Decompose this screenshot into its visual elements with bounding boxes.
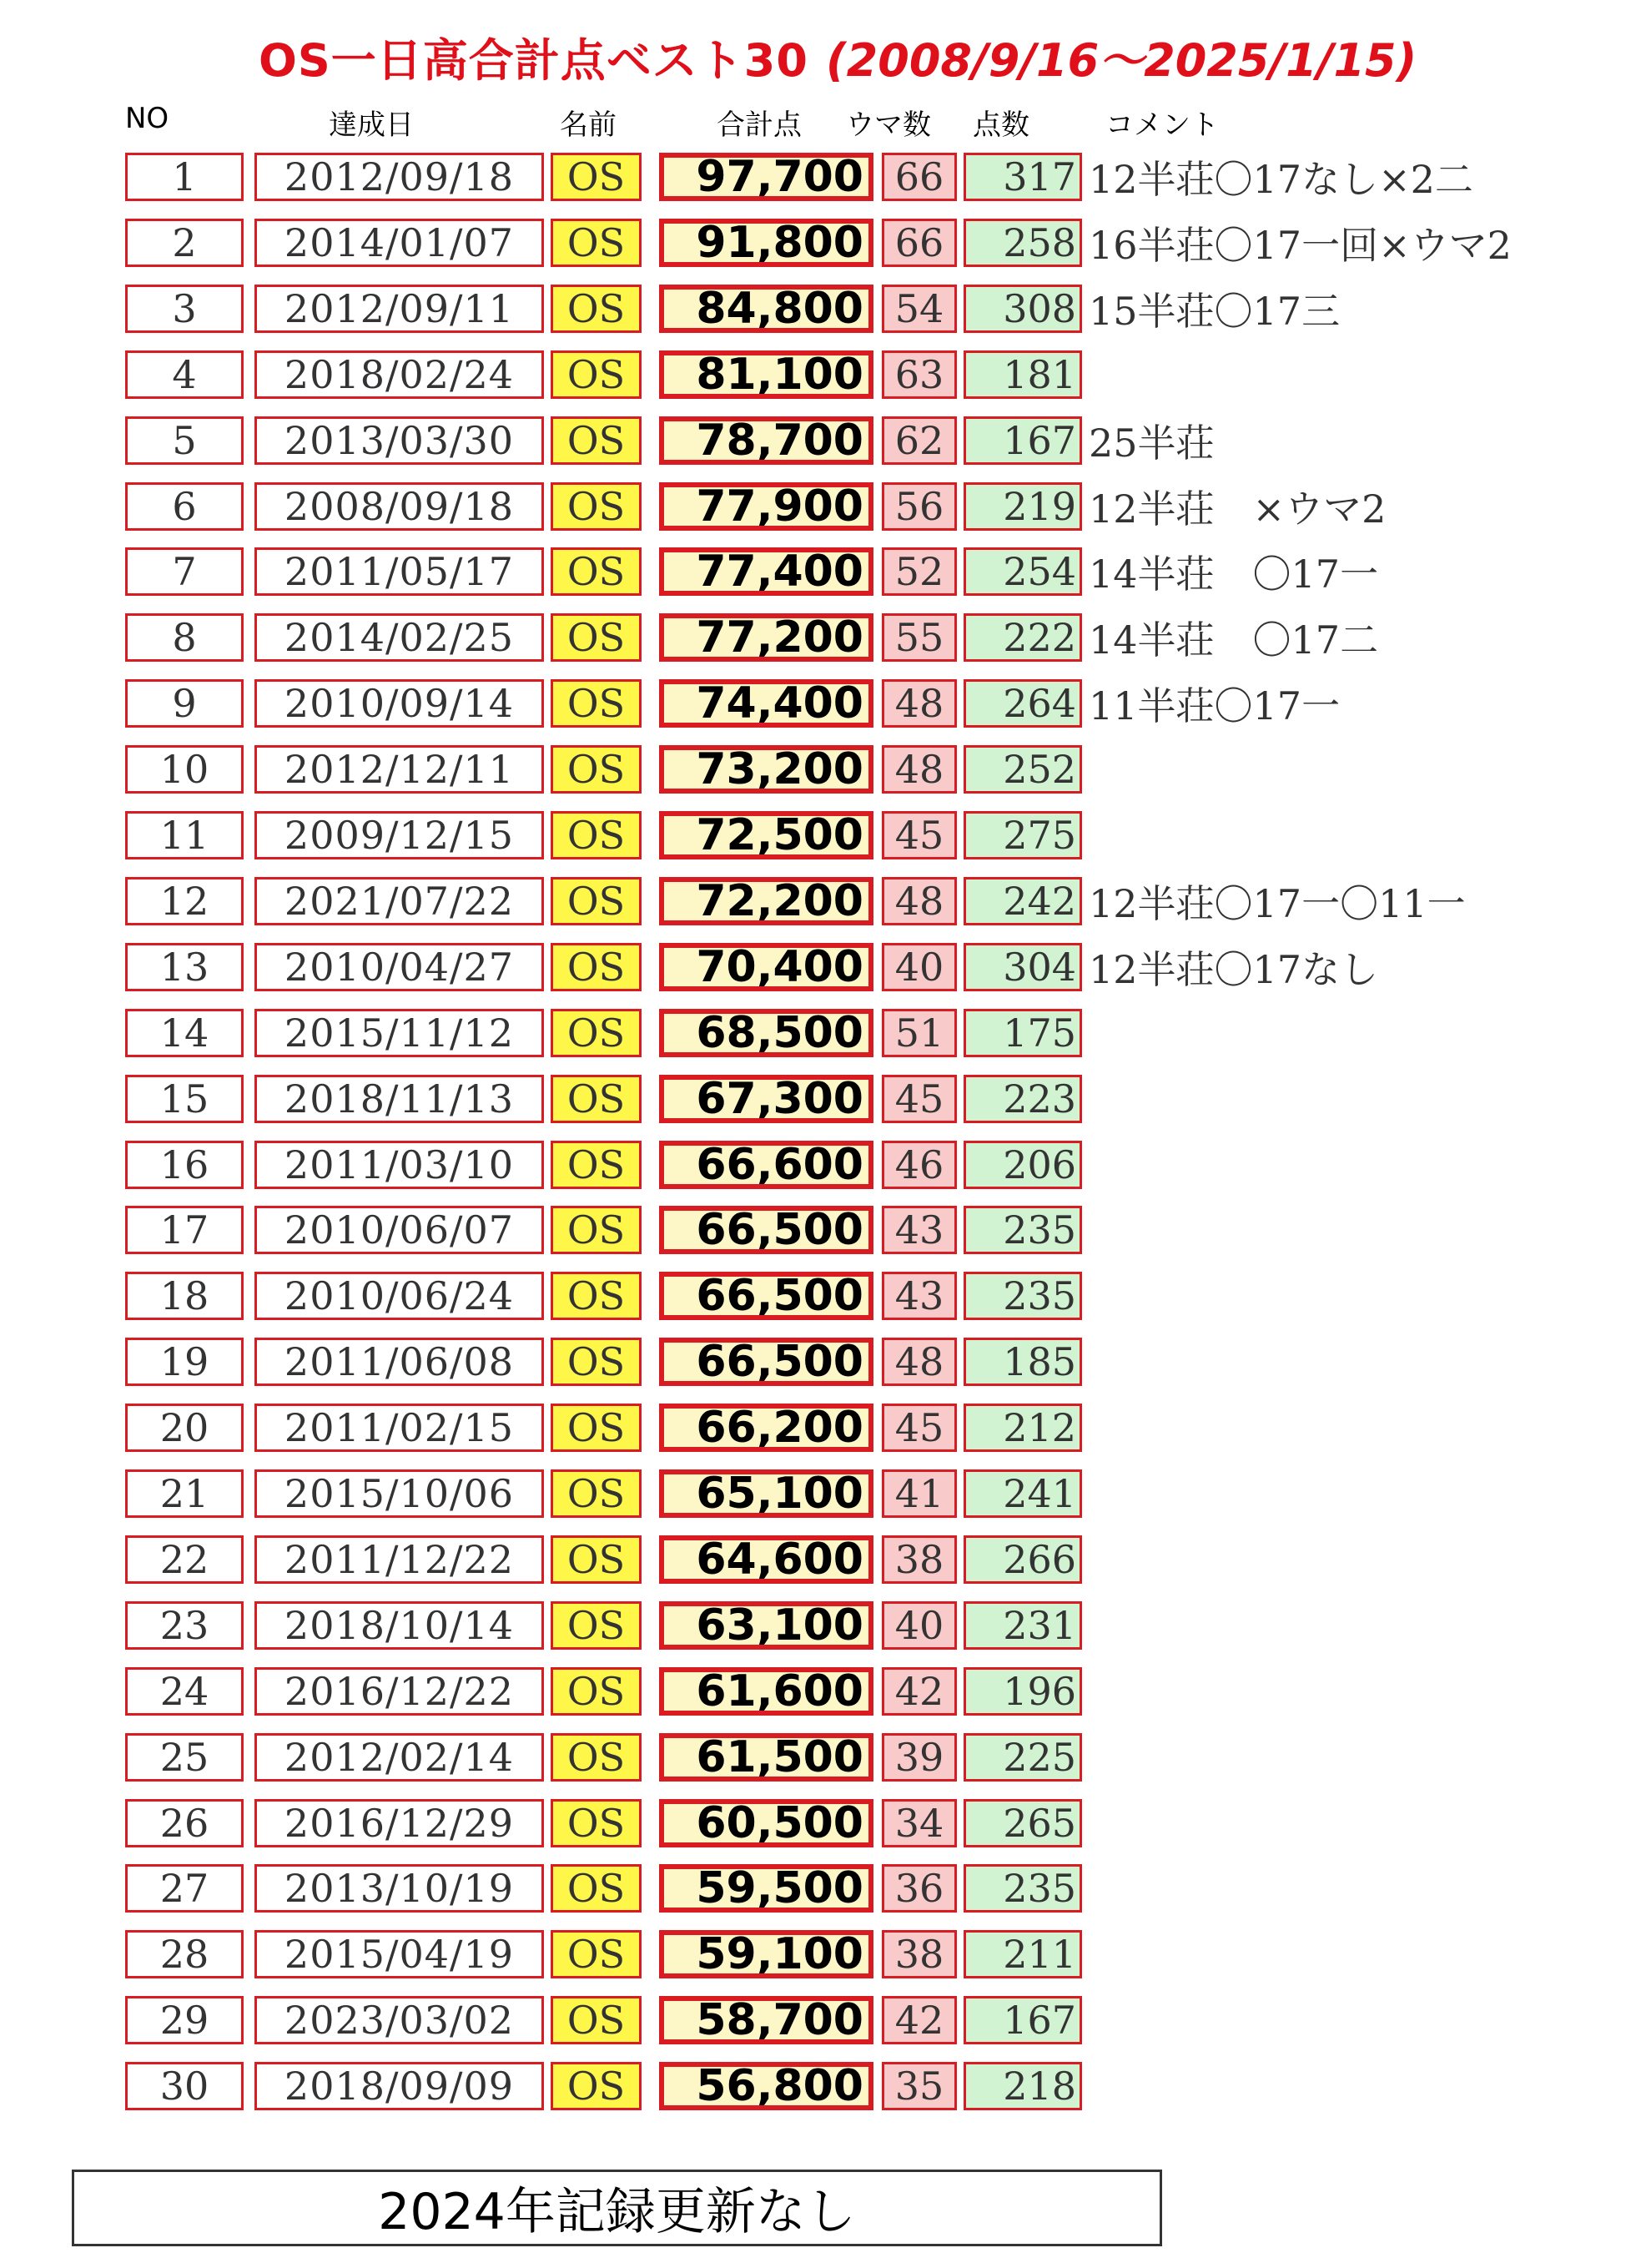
comment-cell: 16半荘〇17一回×ウマ2 bbox=[1089, 222, 1512, 268]
points-cell: 266 bbox=[964, 1535, 1082, 1584]
rank-cell: 26 bbox=[125, 1799, 244, 1847]
date-cell: 2018/02/24 bbox=[254, 350, 544, 399]
header-name: 名前 bbox=[560, 108, 617, 142]
rank-cell: 2 bbox=[125, 219, 244, 267]
total-score-cell: 68,500 bbox=[659, 1009, 873, 1057]
total-score-cell: 60,500 bbox=[659, 1799, 873, 1847]
rank-cell: 4 bbox=[125, 350, 244, 399]
points-cell: 252 bbox=[964, 745, 1082, 794]
date-cell: 2016/12/29 bbox=[254, 1799, 544, 1847]
points-cell: 235 bbox=[964, 1864, 1082, 1913]
total-score-cell: 77,900 bbox=[659, 482, 873, 531]
comment-cell: 12半荘〇17なし×2二 bbox=[1089, 157, 1473, 202]
table-row bbox=[0, 1075, 1646, 1126]
points-cell: 212 bbox=[964, 1404, 1082, 1452]
uma-count-cell: 55 bbox=[882, 613, 957, 662]
header-points: 点数 bbox=[973, 108, 1029, 142]
total-score-cell: 59,500 bbox=[659, 1864, 873, 1913]
header-score: 合計点 bbox=[717, 108, 802, 142]
total-score-cell: 70,400 bbox=[659, 943, 873, 991]
date-cell: 2010/06/24 bbox=[254, 1272, 544, 1320]
table-row bbox=[0, 1930, 1646, 1982]
date-cell: 2011/06/08 bbox=[254, 1338, 544, 1386]
name-cell: OS bbox=[551, 1404, 642, 1452]
uma-count-cell: 51 bbox=[882, 1009, 957, 1057]
name-cell: OS bbox=[551, 285, 642, 333]
uma-count-cell: 42 bbox=[882, 1667, 957, 1716]
rank-cell: 20 bbox=[125, 1404, 244, 1452]
date-cell: 2010/09/14 bbox=[254, 679, 544, 728]
date-cell: 2011/12/22 bbox=[254, 1535, 544, 1584]
points-cell: 175 bbox=[964, 1009, 1082, 1057]
uma-count-cell: 56 bbox=[882, 482, 957, 531]
uma-count-cell: 40 bbox=[882, 1601, 957, 1650]
uma-count-cell: 63 bbox=[882, 350, 957, 399]
name-cell: OS bbox=[551, 1996, 642, 2044]
comment-cell: 11半荘〇17一 bbox=[1089, 683, 1341, 729]
rank-cell: 28 bbox=[125, 1930, 244, 1978]
table-row bbox=[0, 547, 1646, 599]
date-cell: 2014/01/07 bbox=[254, 219, 544, 267]
table-row bbox=[0, 613, 1646, 665]
date-cell: 2023/03/02 bbox=[254, 1996, 544, 2044]
rank-cell: 9 bbox=[125, 679, 244, 728]
points-cell: 258 bbox=[964, 219, 1082, 267]
points-cell: 308 bbox=[964, 285, 1082, 333]
comment-cell: 14半荘 〇17二 bbox=[1089, 617, 1379, 663]
total-score-cell: 78,700 bbox=[659, 416, 873, 465]
uma-count-cell: 54 bbox=[882, 285, 957, 333]
total-score-cell: 61,600 bbox=[659, 1667, 873, 1716]
rank-cell: 29 bbox=[125, 1996, 244, 2044]
points-cell: 167 bbox=[964, 1996, 1082, 2044]
rank-cell: 27 bbox=[125, 1864, 244, 1913]
uma-count-cell: 40 bbox=[882, 943, 957, 991]
rank-cell: 30 bbox=[125, 2062, 244, 2110]
name-cell: OS bbox=[551, 1272, 642, 1320]
name-cell: OS bbox=[551, 350, 642, 399]
table-row bbox=[0, 285, 1646, 336]
header-comment: コメント bbox=[1105, 108, 1219, 142]
date-cell: 2012/09/18 bbox=[254, 153, 544, 201]
total-score-cell: 66,500 bbox=[659, 1206, 873, 1254]
date-cell: 2021/07/22 bbox=[254, 877, 544, 925]
title-date-range: (2008/9/16～2025/1/15) bbox=[826, 34, 1417, 87]
table-row bbox=[0, 153, 1646, 204]
total-score-cell: 66,500 bbox=[659, 1338, 873, 1386]
uma-count-cell: 48 bbox=[882, 877, 957, 925]
rank-cell: 19 bbox=[125, 1338, 244, 1386]
footer-note: 2024年記録更新なし bbox=[72, 2170, 1162, 2246]
name-cell: OS bbox=[551, 811, 642, 859]
points-cell: 304 bbox=[964, 943, 1082, 991]
name-cell: OS bbox=[551, 482, 642, 531]
uma-count-cell: 36 bbox=[882, 1864, 957, 1913]
total-score-cell: 72,200 bbox=[659, 877, 873, 925]
points-cell: 265 bbox=[964, 1799, 1082, 1847]
table-row bbox=[0, 1141, 1646, 1192]
total-score-cell: 97,700 bbox=[659, 153, 873, 201]
name-cell: OS bbox=[551, 2062, 642, 2110]
name-cell: OS bbox=[551, 1009, 642, 1057]
header-no: NO bbox=[125, 102, 169, 135]
page-title bbox=[0, 25, 1646, 87]
uma-count-cell: 35 bbox=[882, 2062, 957, 2110]
date-cell: 2015/11/12 bbox=[254, 1009, 544, 1057]
date-cell: 2015/04/19 bbox=[254, 1930, 544, 1978]
points-cell: 196 bbox=[964, 1667, 1082, 1716]
table-row bbox=[0, 1799, 1646, 1851]
points-cell: 241 bbox=[964, 1469, 1082, 1518]
comment-cell: 14半荘 〇17一 bbox=[1089, 552, 1379, 597]
uma-count-cell: 46 bbox=[882, 1141, 957, 1189]
comment-cell: 15半荘〇17三 bbox=[1089, 288, 1341, 334]
table-row bbox=[0, 1009, 1646, 1061]
uma-count-cell: 41 bbox=[882, 1469, 957, 1518]
total-score-cell: 66,600 bbox=[659, 1141, 873, 1189]
uma-count-cell: 38 bbox=[882, 1930, 957, 1978]
rank-cell: 15 bbox=[125, 1075, 244, 1123]
title-main: OS一日高合計点ベスト30 bbox=[259, 34, 808, 87]
rank-cell: 14 bbox=[125, 1009, 244, 1057]
name-cell: OS bbox=[551, 416, 642, 465]
table-row bbox=[0, 1206, 1646, 1257]
table-row bbox=[0, 1996, 1646, 2048]
table-row bbox=[0, 219, 1646, 270]
date-cell: 2015/10/06 bbox=[254, 1469, 544, 1518]
date-cell: 2012/02/14 bbox=[254, 1733, 544, 1782]
points-cell: 242 bbox=[964, 877, 1082, 925]
name-cell: OS bbox=[551, 1601, 642, 1650]
rank-cell: 10 bbox=[125, 745, 244, 794]
uma-count-cell: 66 bbox=[882, 219, 957, 267]
points-cell: 254 bbox=[964, 547, 1082, 596]
table-row bbox=[0, 350, 1646, 402]
name-cell: OS bbox=[551, 613, 642, 662]
uma-count-cell: 39 bbox=[882, 1733, 957, 1782]
rank-cell: 7 bbox=[125, 547, 244, 596]
table-row bbox=[0, 1338, 1646, 1389]
date-cell: 2011/02/15 bbox=[254, 1404, 544, 1452]
points-cell: 223 bbox=[964, 1075, 1082, 1123]
points-cell: 222 bbox=[964, 613, 1082, 662]
rank-cell: 1 bbox=[125, 153, 244, 201]
rank-cell: 11 bbox=[125, 811, 244, 859]
uma-count-cell: 45 bbox=[882, 811, 957, 859]
table-row bbox=[0, 1667, 1646, 1719]
name-cell: OS bbox=[551, 1864, 642, 1913]
table-row bbox=[0, 943, 1646, 995]
points-cell: 211 bbox=[964, 1930, 1082, 1978]
uma-count-cell: 38 bbox=[882, 1535, 957, 1584]
total-score-cell: 61,500 bbox=[659, 1733, 873, 1782]
name-cell: OS bbox=[551, 679, 642, 728]
rank-cell: 18 bbox=[125, 1272, 244, 1320]
date-cell: 2010/06/07 bbox=[254, 1206, 544, 1254]
uma-count-cell: 43 bbox=[882, 1206, 957, 1254]
points-cell: 167 bbox=[964, 416, 1082, 465]
date-cell: 2010/04/27 bbox=[254, 943, 544, 991]
total-score-cell: 67,300 bbox=[659, 1075, 873, 1123]
table-row bbox=[0, 2062, 1646, 2114]
name-cell: OS bbox=[551, 745, 642, 794]
name-cell: OS bbox=[551, 1799, 642, 1847]
uma-count-cell: 42 bbox=[882, 1996, 957, 2044]
uma-count-cell: 62 bbox=[882, 416, 957, 465]
rank-cell: 16 bbox=[125, 1141, 244, 1189]
comment-cell: 25半荘 bbox=[1089, 420, 1215, 466]
date-cell: 2012/12/11 bbox=[254, 745, 544, 794]
name-cell: OS bbox=[551, 547, 642, 596]
total-score-cell: 59,100 bbox=[659, 1930, 873, 1978]
table-row bbox=[0, 1469, 1646, 1521]
rank-cell: 24 bbox=[125, 1667, 244, 1716]
name-cell: OS bbox=[551, 1141, 642, 1189]
points-cell: 231 bbox=[964, 1601, 1082, 1650]
table-row bbox=[0, 811, 1646, 863]
uma-count-cell: 48 bbox=[882, 1338, 957, 1386]
table-row bbox=[0, 745, 1646, 797]
rank-cell: 25 bbox=[125, 1733, 244, 1782]
table-row bbox=[0, 482, 1646, 534]
comment-cell: 12半荘〇17一〇11一 bbox=[1089, 880, 1466, 926]
uma-count-cell: 48 bbox=[882, 679, 957, 728]
date-cell: 2012/09/11 bbox=[254, 285, 544, 333]
total-score-cell: 91,800 bbox=[659, 219, 873, 267]
rank-cell: 6 bbox=[125, 482, 244, 531]
points-cell: 206 bbox=[964, 1141, 1082, 1189]
table-row bbox=[0, 416, 1646, 468]
name-cell: OS bbox=[551, 1667, 642, 1716]
date-cell: 2018/10/14 bbox=[254, 1601, 544, 1650]
points-cell: 235 bbox=[964, 1272, 1082, 1320]
points-cell: 185 bbox=[964, 1338, 1082, 1386]
total-score-cell: 66,500 bbox=[659, 1272, 873, 1320]
date-cell: 2013/03/30 bbox=[254, 416, 544, 465]
uma-count-cell: 45 bbox=[882, 1404, 957, 1452]
total-score-cell: 77,200 bbox=[659, 613, 873, 662]
header-uma: ウマ数 bbox=[846, 108, 931, 142]
rank-cell: 8 bbox=[125, 613, 244, 662]
date-cell: 2018/09/09 bbox=[254, 2062, 544, 2110]
total-score-cell: 72,500 bbox=[659, 811, 873, 859]
total-score-cell: 65,100 bbox=[659, 1469, 873, 1518]
rank-cell: 22 bbox=[125, 1535, 244, 1584]
rank-cell: 5 bbox=[125, 416, 244, 465]
date-cell: 2016/12/22 bbox=[254, 1667, 544, 1716]
name-cell: OS bbox=[551, 1075, 642, 1123]
points-cell: 181 bbox=[964, 350, 1082, 399]
total-score-cell: 81,100 bbox=[659, 350, 873, 399]
table-row bbox=[0, 1601, 1646, 1653]
date-cell: 2011/05/17 bbox=[254, 547, 544, 596]
name-cell: OS bbox=[551, 1733, 642, 1782]
points-cell: 317 bbox=[964, 153, 1082, 201]
name-cell: OS bbox=[551, 943, 642, 991]
name-cell: OS bbox=[551, 1338, 642, 1386]
uma-count-cell: 52 bbox=[882, 547, 957, 596]
date-cell: 2008/09/18 bbox=[254, 482, 544, 531]
rank-cell: 17 bbox=[125, 1206, 244, 1254]
table-row bbox=[0, 1535, 1646, 1587]
total-score-cell: 63,100 bbox=[659, 1601, 873, 1650]
name-cell: OS bbox=[551, 1469, 642, 1518]
date-cell: 2013/10/19 bbox=[254, 1864, 544, 1913]
table-row bbox=[0, 877, 1646, 929]
table-row bbox=[0, 1733, 1646, 1785]
points-cell: 275 bbox=[964, 811, 1082, 859]
total-score-cell: 56,800 bbox=[659, 2062, 873, 2110]
total-score-cell: 73,200 bbox=[659, 745, 873, 794]
date-cell: 2014/02/25 bbox=[254, 613, 544, 662]
name-cell: OS bbox=[551, 1206, 642, 1254]
table-row bbox=[0, 1864, 1646, 1916]
uma-count-cell: 43 bbox=[882, 1272, 957, 1320]
date-cell: 2009/12/15 bbox=[254, 811, 544, 859]
total-score-cell: 58,700 bbox=[659, 1996, 873, 2044]
name-cell: OS bbox=[551, 877, 642, 925]
name-cell: OS bbox=[551, 219, 642, 267]
name-cell: OS bbox=[551, 153, 642, 201]
total-score-cell: 77,400 bbox=[659, 547, 873, 596]
rank-cell: 12 bbox=[125, 877, 244, 925]
rank-cell: 13 bbox=[125, 943, 244, 991]
header-date: 達成日 bbox=[329, 108, 414, 142]
total-score-cell: 66,200 bbox=[659, 1404, 873, 1452]
comment-cell: 12半荘 ×ウマ2 bbox=[1089, 486, 1387, 532]
date-cell: 2011/03/10 bbox=[254, 1141, 544, 1189]
table-row bbox=[0, 1404, 1646, 1455]
points-cell: 225 bbox=[964, 1733, 1082, 1782]
uma-count-cell: 45 bbox=[882, 1075, 957, 1123]
name-cell: OS bbox=[551, 1535, 642, 1584]
table-row bbox=[0, 679, 1646, 731]
rank-cell: 21 bbox=[125, 1469, 244, 1518]
points-cell: 218 bbox=[964, 2062, 1082, 2110]
total-score-cell: 84,800 bbox=[659, 285, 873, 333]
uma-count-cell: 48 bbox=[882, 745, 957, 794]
points-cell: 264 bbox=[964, 679, 1082, 728]
points-cell: 235 bbox=[964, 1206, 1082, 1254]
date-cell: 2018/11/13 bbox=[254, 1075, 544, 1123]
uma-count-cell: 34 bbox=[882, 1799, 957, 1847]
rank-cell: 3 bbox=[125, 285, 244, 333]
comment-cell: 12半荘〇17なし bbox=[1089, 946, 1379, 992]
total-score-cell: 74,400 bbox=[659, 679, 873, 728]
name-cell: OS bbox=[551, 1930, 642, 1978]
table-row bbox=[0, 1272, 1646, 1323]
total-score-cell: 64,600 bbox=[659, 1535, 873, 1584]
points-cell: 219 bbox=[964, 482, 1082, 531]
rank-cell: 23 bbox=[125, 1601, 244, 1650]
uma-count-cell: 66 bbox=[882, 153, 957, 201]
